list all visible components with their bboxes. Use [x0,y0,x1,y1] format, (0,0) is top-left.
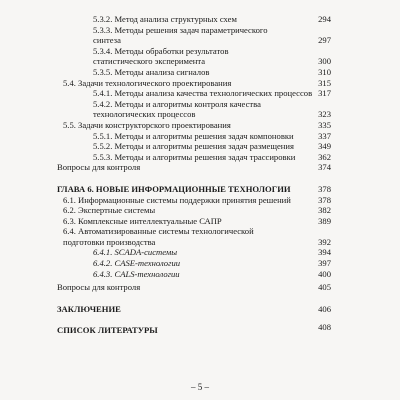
toc-entry-title: ЗАКЛЮЧЕНИЕ [57,303,121,314]
toc-entry-page: 378 [318,183,331,194]
toc-entry [57,25,331,46]
toc-chapter-entry [57,322,331,336]
toc-entry-page: 362 [318,151,331,162]
toc-entry-page: 297 [318,35,331,46]
toc-entry-page: 378 [318,194,331,205]
toc-entry [57,162,331,173]
page-number: – 5 – [191,382,209,392]
toc-entry [57,88,331,99]
toc-entry [57,131,331,142]
toc-entry-page: 397 [318,258,331,269]
toc-entry [57,216,331,227]
toc-entry-title: 6.4. Автоматизированные системы технологической подготовки производства [63,226,254,247]
toc-entry-title: 6.3. Комплексные интеллектуальные САПР [63,215,222,226]
toc-entry-page: 315 [318,77,331,88]
toc-entry-title: 5.3.4. Методы обработки результатов статистического эксперимента [93,45,229,67]
toc-entry-title: 6.4.1. SCADA-системы [93,247,178,258]
toc-entry-title: 6.4.2. CASE-технологии [93,258,181,269]
toc-entry-title: 5.3.5. Методы анализа сигналов [93,66,210,77]
toc-entry-title: 5.3.3. Методы решения задач параметрического синтеза [93,24,268,46]
toc-entry-title: 5.5.1. Методы и алгоритмы решения задач компоновки [93,130,294,141]
toc-entry [57,195,331,206]
toc-entry-page: 337 [318,130,331,141]
toc-entry-page: 335 [318,119,331,130]
toc-entry-page: 394 [318,247,331,258]
toc-entry [57,141,331,152]
toc-entry [57,205,331,216]
toc-entry-page: 382 [318,205,331,216]
toc-entry-title: СПИСОК ЛИТЕРАТУРЫ [57,325,158,336]
toc-entry [57,14,331,25]
table-of-contents [57,14,331,336]
toc-entry-page: 300 [318,56,331,67]
toc-entry-page: 374 [318,162,331,173]
toc-chapter-entry [57,304,331,315]
toc-entry-title: 5.5.3. Методы и алгоритмы решения задач трассировки [93,151,296,162]
toc-entry-title: 5.4.1. Методы анализа качества технологических процессов [93,88,313,99]
toc-entry [57,282,331,293]
toc-entry-page: 389 [318,215,331,226]
toc-entry-page: 349 [318,141,331,152]
toc-entry [57,67,331,78]
toc-entry-page: 294 [318,14,331,24]
toc-entry [57,258,331,269]
toc-entry-page: 406 [318,303,331,314]
toc-entry [57,226,331,247]
toc-entry-title: 6.4.3. CALS-технологии [93,268,180,279]
toc-entry-title: 5.5. Задачи конструкторского проектирования [63,119,231,130]
toc-entry-page: 310 [318,66,331,77]
toc-entry-title: 6.2. Экспертные системы [63,205,156,216]
toc-entry-page: 408 [318,322,331,333]
toc-entry [57,46,331,67]
toc-entry [57,247,331,258]
toc-entry [57,269,331,280]
toc-entry-page: 317 [318,88,331,99]
toc-entry-title: 5.4.2. Методы и алгоритмы контроля качества технологических процессов [93,98,261,120]
toc-entry [57,99,331,120]
toc-entry [57,152,331,163]
toc-chapter-entry [57,184,331,195]
toc-entry [57,120,331,131]
toc-entry-title: 6.1. Информационные системы поддержки принятия решений [63,194,291,205]
toc-entry-title: 5.4. Задачи технологического проектирования [63,77,232,88]
toc-entry [57,78,331,89]
toc-entry-page: 405 [318,282,331,293]
toc-entry-title: Вопросы для контроля [57,282,141,293]
toc-entry-title: Вопросы для контроля [57,162,141,173]
toc-entry-page: 392 [318,236,331,247]
toc-entry-title: 5.5.2. Методы и алгоритмы решения задач размещения [93,141,294,152]
toc-entry-page: 400 [318,268,331,279]
toc-entry-page: 323 [318,109,331,120]
toc-entry-title: ГЛАВА 6. НОВЫЕ ИНФОРМАЦИОННЫЕ ТЕХНОЛОГИИ [57,183,291,194]
toc-entry-title: 5.3.2. Метод анализа структурных схем [93,14,237,24]
